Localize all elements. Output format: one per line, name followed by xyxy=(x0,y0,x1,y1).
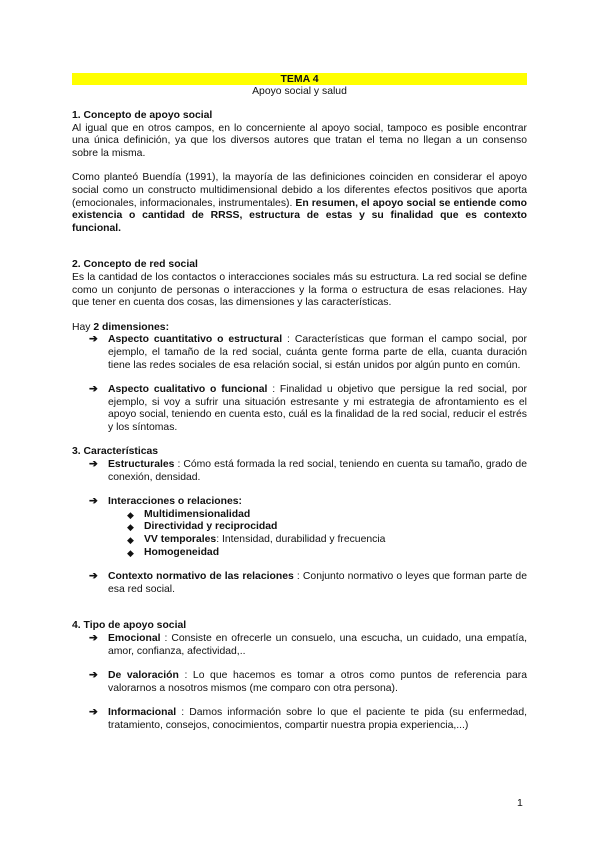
list-item xyxy=(72,633,527,658)
item-label: Aspecto cualitativo o funcional xyxy=(108,384,268,396)
sub-list-item xyxy=(72,521,527,534)
list-item xyxy=(72,459,527,484)
sub-item-label: VV temporales xyxy=(144,534,217,546)
arrow-icon: ➔ xyxy=(89,571,98,583)
arrow-icon: ➔ xyxy=(89,707,98,719)
sub-list-item xyxy=(72,509,527,522)
arrow-icon: ➔ xyxy=(89,384,98,396)
item-label: Interacciones o relaciones: xyxy=(108,496,242,508)
item-text: : Consiste en ofrecerle un consuelo, una escucha, un cuidado, una empatía, amor, confianza, afectividad,.. xyxy=(108,633,527,657)
section-1-paragraph-2-text: Como planteó Buendía (1991), la mayoría de las definiciones coinciden en considerar el apoyo social como un constructo multidimensional debido a los diferentes efectos positivos que aporta (emocionales, informacionales, instrumentales). xyxy=(72,172,527,209)
document-page xyxy=(72,73,527,733)
list-item xyxy=(72,707,527,732)
list-item xyxy=(72,334,527,372)
item-text: : Finalidad u objetivo que persigue la red social, por ejemplo, si voy a sufrir una situación estresante y mi estrategia de afrontamiento es el apoyo social, teniendo en cuenta esto, cuál es la finalidad de la red social, reducir el estrés y los síntomas. xyxy=(108,384,527,433)
page-number: 1 xyxy=(517,797,523,809)
item-text: : Lo que hacemos es tomar a otros como puntos de referencia para valorarnos a nosotros mismos (me comparo con otra persona). xyxy=(108,670,527,694)
diamond-bullet-icon: ◆ xyxy=(127,509,134,520)
item-label: Emocional xyxy=(108,633,161,644)
item-text: : Conjunto normativo o leyes que forman parte de esa red social. xyxy=(108,571,527,595)
dimensions-prefix: Hay xyxy=(72,321,94,333)
section-1-paragraph-2 xyxy=(72,172,527,235)
arrow-icon: ➔ xyxy=(89,334,98,346)
item-text: : Damos información sobre lo que el paciente te pida (su enfermedad, tratamiento, consejos, conocimientos, compartir nuestra propia experiencia,...) xyxy=(108,707,527,731)
section-1-paragraph-1: Al igual que en otros campos, en lo concerniente al apoyo social, tampoco es posible encontrar una única definición, ya que los diversos autores que tratan el tema no llegan a un consenso sobre la misma. xyxy=(72,122,527,159)
section-1-heading: 1. Concepto de apoyo social xyxy=(72,110,213,121)
list-item xyxy=(72,670,527,695)
sub-item-label: Homogeneidad xyxy=(144,546,220,558)
dimensions-bold: 2 dimensiones xyxy=(93,321,166,333)
item-label: Informacional xyxy=(108,707,177,719)
diamond-bullet-icon: ◆ xyxy=(127,547,134,558)
item-label: Aspecto cuantitativo o estructural xyxy=(108,334,283,346)
arrow-icon: ➔ xyxy=(89,496,98,508)
item-text: : Cómo está formada la red social, teniendo en cuenta su tamaño, grado de conexión, densidad. xyxy=(108,459,527,483)
dimensions-colon: : xyxy=(165,321,170,333)
item-label: Contexto normativo de las relaciones xyxy=(108,571,294,583)
list-item xyxy=(72,571,527,596)
document-title: TEMA 4 xyxy=(72,73,527,85)
sub-list-item xyxy=(72,534,527,547)
section-1-summary-bold: En resumen, el apoyo social se entiende como existencia o cantidad de RRSS, estructura de estas y su finalidad que es contexto funcional. xyxy=(72,197,527,234)
sub-item-label: Multidimensionalidad xyxy=(144,508,251,520)
diamond-bullet-icon: ◆ xyxy=(127,535,134,546)
section-4-heading: 4. Tipo de apoyo social xyxy=(72,620,187,632)
sub-item-text: : Intensidad, durabilidad y frecuencia xyxy=(216,534,386,546)
list-item xyxy=(72,384,527,434)
arrow-icon: ➔ xyxy=(89,633,98,644)
item-text: : Características que forman el campo social, por ejemplo, el tamaño de la red social, cuánta gente forma parte de ella, cuanta duración tiene las redes sociales de esa relación social, si están unidos por algún punto en común. xyxy=(108,334,527,371)
arrow-icon: ➔ xyxy=(89,670,98,682)
item-label: Estructurales xyxy=(108,459,175,471)
list-item xyxy=(72,496,527,509)
sub-item-label: Directividad y reciprocidad xyxy=(144,521,278,533)
diamond-bullet-icon: ◆ xyxy=(127,522,134,533)
section-2-paragraph: Es la cantidad de los contactos o interacciones sociales más su estructura. La red social se define como un conjunto de personas o interacciones y la forma o estructura de esas relaciones. Hay que tener en cuenta dos cosas, las dimensiones y las características. xyxy=(72,271,527,309)
section-2-heading: 2. Concepto de red social xyxy=(72,259,198,271)
dimensions-intro xyxy=(72,322,527,335)
arrow-icon: ➔ xyxy=(89,459,98,471)
section-3-heading: 3. Características xyxy=(72,446,159,458)
document-subtitle: Apoyo social y salud xyxy=(252,86,347,97)
item-label: De valoración xyxy=(108,670,179,682)
sub-list-item xyxy=(72,547,527,560)
